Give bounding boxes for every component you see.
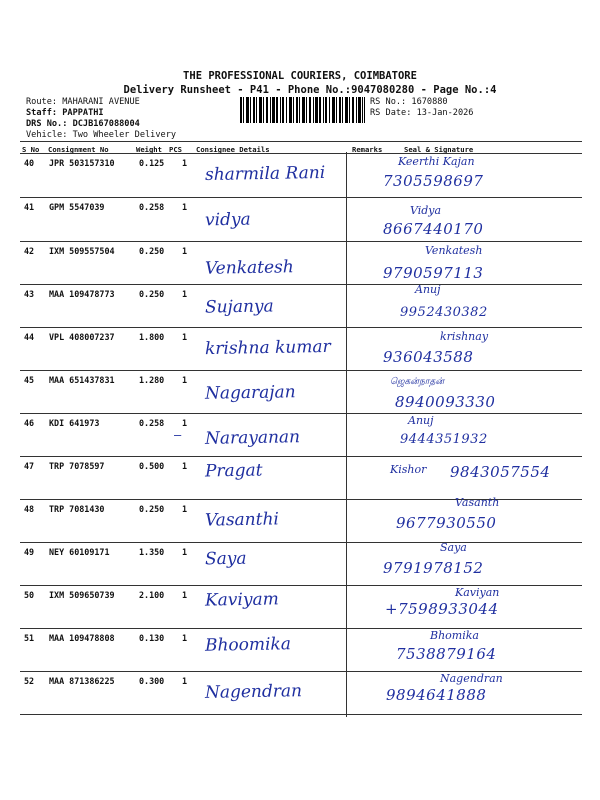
- handwritten-signature: Nagendran: [440, 672, 503, 685]
- runsheet-meta-right: [370, 97, 473, 119]
- row-sno: 47: [24, 461, 35, 471]
- row-pcs: 1: [182, 590, 188, 600]
- col-header-weight: Weight: [136, 145, 162, 154]
- row-weight: 1.280: [139, 375, 165, 385]
- row-pcs: 1: [182, 246, 188, 256]
- row-consignment: TRP 7081430: [49, 504, 105, 514]
- col-header-consignment: Consignment No: [48, 145, 109, 154]
- row-sno: 44: [24, 332, 35, 342]
- row-pcs: 1: [182, 504, 188, 514]
- row-consignment: KDI 641973: [49, 418, 100, 428]
- table-row: [0, 629, 600, 677]
- row-pcs: 1: [182, 418, 188, 428]
- row-consignment: NEY 60109171: [49, 547, 110, 557]
- handwritten-consignee-name: Narayanan: [204, 427, 301, 449]
- handwritten-phone: +7598933044: [385, 600, 499, 618]
- handwritten-signature: Vasanth: [455, 496, 500, 509]
- table-row: [0, 496, 600, 548]
- row-sno: 40: [24, 158, 35, 168]
- table-row: [0, 155, 600, 202]
- row-consignment: MAA 109478808: [49, 633, 115, 643]
- handwritten-signature: Saya: [440, 541, 467, 554]
- row-pcs: 1: [182, 633, 188, 643]
- table-row: [0, 246, 600, 290]
- col-header-consignee: Consignee Details: [196, 145, 270, 154]
- row-weight: 0.258: [139, 418, 165, 428]
- handwritten-phone: 9843057554: [450, 463, 551, 481]
- row-consignment: VPL 408007237: [49, 332, 115, 342]
- col-header-sno: S No: [22, 145, 40, 154]
- row-consignment: GPM 5547039: [49, 202, 105, 212]
- table-row: [0, 461, 600, 505]
- vehicle-label: Vehicle: Two Wheeler Delivery: [26, 130, 177, 140]
- handwritten-phone: 9677930550: [396, 514, 497, 532]
- row-sno: 51: [24, 633, 35, 643]
- row-pcs: 1: [182, 289, 188, 299]
- handwritten-consignee-name: vidya: [204, 209, 251, 231]
- row-weight: 2.100: [139, 590, 165, 600]
- handwritten-phone: 8667440170: [383, 220, 484, 238]
- col-header-seal-signature: Seal & Signature: [404, 145, 474, 154]
- handwritten-phone: 7538879164: [396, 645, 497, 663]
- handwritten-signature: Anuj: [408, 414, 434, 427]
- row-consignment: IXM 509650739: [49, 590, 115, 600]
- header-top-rule: [20, 141, 582, 142]
- handwritten-phone: 8940093330: [395, 393, 496, 411]
- company-title: THE PROFESSIONAL COURIERS, COIMBATORE: [183, 70, 417, 82]
- handwritten-consignee-name: Sujanya: [204, 296, 274, 318]
- stray-pen-mark: —: [174, 428, 182, 442]
- handwritten-signature: Vidya: [410, 204, 442, 217]
- handwritten-phone: 9952430382: [400, 305, 488, 320]
- row-sno: 48: [24, 504, 35, 514]
- handwritten-signature: ஜெகன்நாதன்: [390, 377, 445, 387]
- row-sno: 50: [24, 590, 35, 600]
- handwritten-consignee-name: sharmila Rani: [204, 162, 326, 186]
- handwritten-signature: krishnay: [440, 330, 489, 343]
- rs-number: RS No.: 1670880: [370, 97, 448, 107]
- handwritten-phone: 9444351932: [400, 432, 488, 447]
- row-consignment: JPR 503157310: [49, 158, 115, 168]
- row-consignment: MAA 871386225: [49, 676, 115, 686]
- row-consignment: MAA 651437831: [49, 375, 115, 385]
- row-weight: 0.250: [139, 504, 165, 514]
- runsheet-title: Delivery Runsheet - P41 - Phone No.:9047080280 - Page No.:4: [123, 84, 497, 96]
- row-pcs: 1: [182, 202, 188, 212]
- table-row: [0, 283, 600, 333]
- rs-date: RS Date: 13-Jan-2026: [370, 108, 474, 118]
- row-weight: 1.800: [139, 332, 165, 342]
- handwritten-signature: Kaviyan: [455, 586, 500, 599]
- row-consignment: TRP 7078597: [49, 461, 105, 471]
- col-header-remarks: Remarks: [352, 145, 383, 154]
- row-sno: 42: [24, 246, 35, 256]
- staff-label: Staff: PAPPATHI: [26, 108, 104, 118]
- col-header-pcs: PCS: [169, 145, 182, 154]
- handwritten-signature: Venkatesh: [425, 244, 483, 257]
- row-weight: 0.250: [139, 246, 165, 256]
- row-pcs: 1: [182, 375, 188, 385]
- table-row: [0, 414, 600, 462]
- handwritten-consignee-name: Kaviyam: [204, 589, 279, 611]
- row-pcs: 1: [182, 547, 188, 557]
- handwritten-phone: 7305598697: [383, 172, 484, 190]
- row-weight: 0.300: [139, 676, 165, 686]
- handwritten-phone: 936043588: [383, 348, 474, 366]
- table-row: [0, 541, 600, 591]
- row-pcs: 1: [182, 676, 188, 686]
- row-pcs: 1: [182, 158, 188, 168]
- handwritten-consignee-name: Bhoomika: [204, 634, 292, 656]
- row-sno: 52: [24, 676, 35, 686]
- handwritten-consignee-name: Nagarajan: [204, 382, 296, 404]
- handwritten-consignee-name: Pragat: [204, 460, 263, 482]
- handwritten-consignee-name: Vasanthi: [204, 509, 280, 531]
- table-row: [0, 332, 600, 376]
- runsheet-meta-left: [26, 97, 176, 141]
- row-weight: 0.250: [139, 289, 165, 299]
- handwritten-consignee-name: Venkatesh: [204, 257, 294, 279]
- drs-number: DRS No.: DCJB167088004: [26, 119, 140, 129]
- table-row: [0, 672, 600, 720]
- row-weight: 0.130: [139, 633, 165, 643]
- handwritten-phone: 9894641888: [386, 686, 487, 704]
- row-pcs: 1: [182, 461, 188, 471]
- handwritten-consignee-name: krishna kumar: [204, 336, 331, 360]
- row-weight: 0.258: [139, 202, 165, 212]
- row-sno: 41: [24, 202, 35, 212]
- handwritten-signature: Anuj: [415, 283, 441, 296]
- handwritten-signature: Bhomika: [430, 629, 479, 642]
- row-consignment: MAA 109478773: [49, 289, 115, 299]
- row-weight: 0.500: [139, 461, 165, 471]
- barcode: [240, 97, 365, 123]
- table-row: [0, 375, 600, 419]
- handwritten-signature: Keerthi Kajan: [398, 155, 475, 168]
- row-sno: 43: [24, 289, 35, 299]
- route-label: Route: MAHARANI AVENUE: [26, 97, 140, 107]
- row-sno: 46: [24, 418, 35, 428]
- table-row: [0, 202, 600, 246]
- row-sno: 49: [24, 547, 35, 557]
- handwritten-phone: 9791978152: [383, 559, 484, 577]
- row-consignment: IXM 509557504: [49, 246, 115, 256]
- handwritten-signature: Kishor: [390, 463, 427, 476]
- handwritten-phone: 9790597113: [383, 264, 484, 282]
- row-weight: 1.350: [139, 547, 165, 557]
- handwritten-consignee-name: Nagendran: [204, 681, 303, 703]
- row-pcs: 1: [182, 332, 188, 342]
- row-sno: 45: [24, 375, 35, 385]
- table-row: [0, 586, 600, 634]
- handwritten-consignee-name: Saya: [204, 548, 247, 570]
- header-bottom-rule: [20, 153, 582, 154]
- row-weight: 0.125: [139, 158, 165, 168]
